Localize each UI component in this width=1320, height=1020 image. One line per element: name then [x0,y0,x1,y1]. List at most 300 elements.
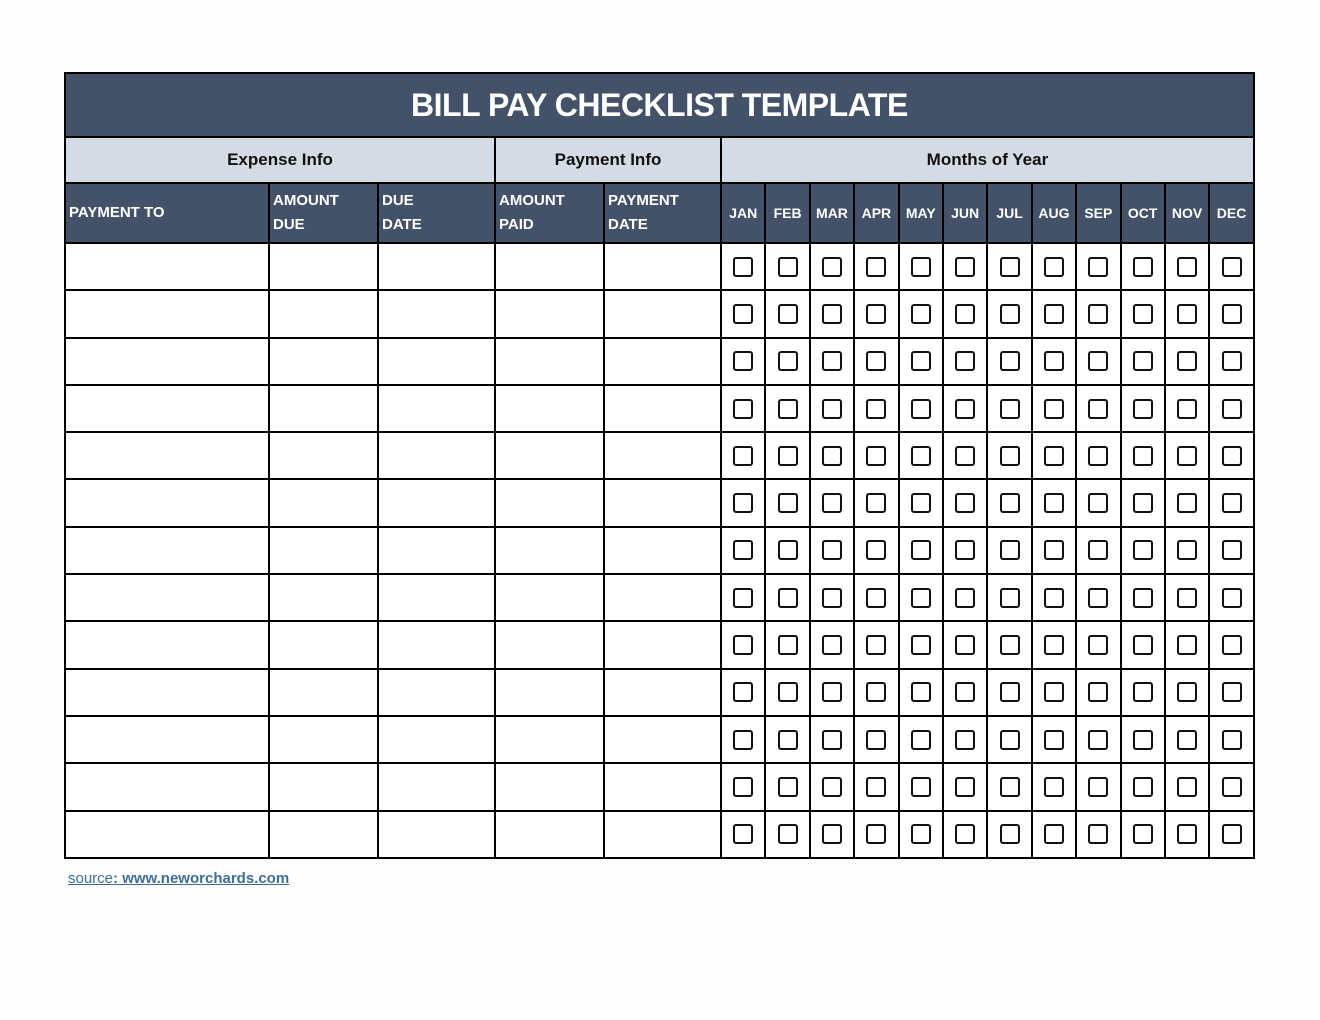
checkbox-icon[interactable] [1000,730,1020,750]
checkbox-icon[interactable] [955,635,975,655]
checkbox-icon[interactable] [1133,588,1153,608]
cell-payment-to[interactable] [65,716,269,763]
checkbox-icon[interactable] [1222,446,1242,466]
checkbox-icon[interactable] [822,777,842,797]
checkbox-icon[interactable] [955,540,975,560]
cell-payment-date[interactable] [604,479,721,526]
checkbox-icon[interactable] [1133,304,1153,324]
cell-month-jun [943,574,987,621]
cell-month-dec [1209,763,1254,810]
cell-payment-date[interactable] [604,432,721,479]
cell-amount-due[interactable] [269,716,378,763]
cell-payment-to[interactable] [65,338,269,385]
checkbox-icon[interactable] [1177,635,1197,655]
checkbox-icon[interactable] [822,682,842,702]
checkbox-icon[interactable] [1044,493,1064,513]
cell-due-date[interactable] [378,338,495,385]
checkbox-icon[interactable] [1133,777,1153,797]
checkbox-icon[interactable] [1177,777,1197,797]
checkbox-icon[interactable] [778,493,798,513]
cell-payment-to[interactable] [65,243,269,290]
checkbox-icon[interactable] [955,493,975,513]
col-header-may: MAY [899,183,943,243]
cell-payment-to[interactable] [65,574,269,621]
checkbox-icon[interactable] [955,304,975,324]
cell-payment-date[interactable] [604,669,721,716]
checkbox-icon[interactable] [1133,399,1153,419]
checkbox-icon[interactable] [911,588,931,608]
checkbox-icon[interactable] [822,588,842,608]
checkbox-icon[interactable] [822,824,842,844]
checkbox-icon[interactable] [1044,446,1064,466]
cell-month-sep [1076,290,1120,337]
cell-amount-due[interactable] [269,338,378,385]
cell-month-feb [765,621,809,668]
checkbox-icon[interactable] [911,682,931,702]
checkbox-icon[interactable] [1000,446,1020,466]
checkbox-icon[interactable] [1177,730,1197,750]
cell-due-date[interactable] [378,574,495,621]
checkbox-icon[interactable] [1133,493,1153,513]
cell-month-may [899,385,943,432]
cell-payment-date[interactable] [604,811,721,858]
checkbox-icon[interactable] [1222,493,1242,513]
checkbox-icon[interactable] [866,304,886,324]
checkbox-icon[interactable] [1177,540,1197,560]
checkbox-icon[interactable] [911,351,931,371]
table-row [65,621,1254,668]
checkbox-icon[interactable] [1222,540,1242,560]
cell-payment-date[interactable] [604,338,721,385]
checkbox-icon[interactable] [1044,588,1064,608]
checkbox-icon[interactable] [911,304,931,324]
cell-month-mar [810,621,854,668]
checkbox-icon[interactable] [955,824,975,844]
cell-payment-to[interactable] [65,527,269,574]
checkbox-icon[interactable] [1000,351,1020,371]
cell-due-date[interactable] [378,763,495,810]
checkbox-icon[interactable] [1044,824,1064,844]
checkbox-icon[interactable] [822,351,842,371]
cell-month-jun [943,763,987,810]
cell-month-feb [765,574,809,621]
cell-month-mar [810,669,854,716]
cell-month-apr [854,290,898,337]
cell-month-sep [1076,338,1120,385]
cell-month-oct [1121,527,1165,574]
checkbox-icon[interactable] [1133,446,1153,466]
checkbox-icon[interactable] [866,540,886,560]
checkbox-icon[interactable] [778,446,798,466]
cell-payment-to[interactable] [65,290,269,337]
cell-month-jul [987,669,1031,716]
cell-payment-to[interactable] [65,763,269,810]
checkbox-icon[interactable] [1000,588,1020,608]
cell-payment-to[interactable] [65,621,269,668]
checkbox-icon[interactable] [955,588,975,608]
cell-due-date[interactable] [378,621,495,668]
checkbox-icon[interactable] [1000,824,1020,844]
cell-month-jan [721,479,765,526]
checkbox-icon[interactable] [822,257,842,277]
checkbox-icon[interactable] [955,777,975,797]
checkbox-icon[interactable] [778,588,798,608]
cell-payment-to[interactable] [65,385,269,432]
cell-month-mar [810,432,854,479]
checkbox-icon[interactable] [1177,351,1197,371]
cell-month-mar [810,527,854,574]
checkbox-icon[interactable] [822,446,842,466]
cell-month-nov [1165,338,1209,385]
checkbox-icon[interactable] [955,399,975,419]
cell-due-date[interactable] [378,290,495,337]
checkbox-icon[interactable] [1088,730,1108,750]
checkbox-icon[interactable] [911,635,931,655]
checkbox-icon[interactable] [866,682,886,702]
cell-month-apr [854,716,898,763]
checkbox-icon[interactable] [1222,777,1242,797]
cell-month-oct [1121,574,1165,621]
checkbox-icon[interactable] [866,351,886,371]
checkbox-icon[interactable] [733,540,753,560]
checkbox-icon[interactable] [1000,304,1020,324]
cell-month-dec [1209,432,1254,479]
checkbox-icon[interactable] [733,257,753,277]
cell-amount-due[interactable] [269,574,378,621]
cell-month-may [899,716,943,763]
cell-month-sep [1076,479,1120,526]
cell-month-oct [1121,479,1165,526]
col-header-jan: JAN [721,183,765,243]
cell-payment-to[interactable] [65,432,269,479]
checkbox-icon[interactable] [778,257,798,277]
checkbox-icon[interactable] [1222,635,1242,655]
checkbox-icon[interactable] [866,777,886,797]
cell-payment-to[interactable] [65,669,269,716]
checkbox-icon[interactable] [955,351,975,371]
col-label: AMOUNT [499,192,565,209]
checkbox-icon[interactable] [866,493,886,513]
cell-month-jun [943,669,987,716]
cell-month-mar [810,290,854,337]
checkbox-icon[interactable] [822,493,842,513]
cell-payment-date[interactable] [604,716,721,763]
checkbox-icon[interactable] [1133,682,1153,702]
checkbox-icon[interactable] [733,635,753,655]
checkbox-icon[interactable] [778,730,798,750]
checkbox-icon[interactable] [866,446,886,466]
checkbox-icon[interactable] [733,399,753,419]
cell-month-nov [1165,243,1209,290]
cell-payment-date[interactable] [604,763,721,810]
cell-payment-date[interactable] [604,243,721,290]
checkbox-icon[interactable] [1133,257,1153,277]
source-link[interactable] [68,870,289,887]
cell-month-oct [1121,763,1165,810]
cell-amount-paid[interactable] [495,243,604,290]
cell-month-may [899,479,943,526]
cell-month-apr [854,811,898,858]
checkbox-icon[interactable] [1222,399,1242,419]
checkbox-icon[interactable] [1088,446,1108,466]
checkbox-icon[interactable] [1133,635,1153,655]
cell-amount-due[interactable] [269,479,378,526]
checkbox-icon[interactable] [1088,540,1108,560]
checkbox-icon[interactable] [1177,399,1197,419]
cell-payment-to[interactable] [65,811,269,858]
cell-month-aug [1032,716,1076,763]
cell-payment-date[interactable] [604,621,721,668]
checkbox-icon[interactable] [778,635,798,655]
table-row [65,479,1254,526]
cell-amount-due[interactable] [269,669,378,716]
checkbox-icon[interactable] [1088,588,1108,608]
checkbox-icon[interactable] [1088,777,1108,797]
col-header-oct: OCT [1121,183,1165,243]
cell-payment-date[interactable] [604,574,721,621]
checkbox-icon[interactable] [1000,399,1020,419]
cell-amount-due[interactable] [269,763,378,810]
cell-month-jul [987,290,1031,337]
cell-month-feb [765,763,809,810]
checkbox-icon[interactable] [822,399,842,419]
cell-month-feb [765,479,809,526]
cell-month-dec [1209,385,1254,432]
cell-amount-due[interactable] [269,811,378,858]
cell-amount-paid[interactable] [495,290,604,337]
checkbox-icon[interactable] [822,635,842,655]
checkbox-icon[interactable] [1177,824,1197,844]
cell-amount-paid[interactable] [495,621,604,668]
cell-payment-date[interactable] [604,385,721,432]
cell-month-aug [1032,432,1076,479]
col-label: DATE [608,216,648,233]
checkbox-icon[interactable] [822,540,842,560]
cell-amount-paid[interactable] [495,385,604,432]
checkbox-icon[interactable] [733,493,753,513]
cell-payment-date[interactable] [604,290,721,337]
cell-due-date[interactable] [378,811,495,858]
checkbox-icon[interactable] [1088,682,1108,702]
checkbox-icon[interactable] [911,824,931,844]
cell-month-oct [1121,669,1165,716]
checkbox-icon[interactable] [733,730,753,750]
checkbox-icon[interactable] [1044,635,1064,655]
checkbox-icon[interactable] [911,399,931,419]
section-months-of-year: Months of Year [721,137,1254,183]
cell-month-mar [810,811,854,858]
checkbox-icon[interactable] [1000,257,1020,277]
checkbox-icon[interactable] [778,824,798,844]
checkbox-icon[interactable] [955,730,975,750]
checkbox-icon[interactable] [1222,351,1242,371]
checkbox-icon[interactable] [955,257,975,277]
checkbox-icon[interactable] [1177,493,1197,513]
checkbox-icon[interactable] [1000,682,1020,702]
checkbox-icon[interactable] [1088,824,1108,844]
checkbox-icon[interactable] [1133,540,1153,560]
cell-amount-paid[interactable] [495,716,604,763]
cell-due-date[interactable] [378,479,495,526]
cell-month-oct [1121,716,1165,763]
checkbox-icon[interactable] [1177,588,1197,608]
checkbox-icon[interactable] [1177,682,1197,702]
checkbox-icon[interactable] [1000,540,1020,560]
cell-payment-to[interactable] [65,479,269,526]
cell-month-aug [1032,669,1076,716]
checkbox-icon[interactable] [733,304,753,324]
checkbox-icon[interactable] [778,351,798,371]
cell-month-jun [943,479,987,526]
cell-amount-due[interactable] [269,621,378,668]
cell-month-dec [1209,621,1254,668]
checkbox-icon[interactable] [778,304,798,324]
section-expense-info: Expense Info [65,137,495,183]
checkbox-icon[interactable] [778,540,798,560]
cell-amount-paid[interactable] [495,763,604,810]
cell-due-date[interactable] [378,385,495,432]
col-label: DATE [382,216,422,233]
checkbox-icon[interactable] [733,682,753,702]
cell-due-date[interactable] [378,716,495,763]
cell-amount-due[interactable] [269,243,378,290]
table-row [65,243,1254,290]
checkbox-icon[interactable] [1222,730,1242,750]
checkbox-icon[interactable] [733,588,753,608]
checkbox-icon[interactable] [911,446,931,466]
cell-amount-paid[interactable] [495,479,604,526]
table-row [65,716,1254,763]
cell-month-jan [721,574,765,621]
col-header-jul: JUL [987,183,1031,243]
checkbox-icon[interactable] [1044,257,1064,277]
cell-amount-paid[interactable] [495,338,604,385]
checkbox-icon[interactable] [911,777,931,797]
checkbox-icon[interactable] [1222,588,1242,608]
cell-amount-due[interactable] [269,527,378,574]
cell-month-may [899,574,943,621]
checkbox-icon[interactable] [1088,493,1108,513]
checkbox-icon[interactable] [1177,257,1197,277]
cell-due-date[interactable] [378,527,495,574]
checkbox-icon[interactable] [1222,257,1242,277]
checkbox-icon[interactable] [1177,446,1197,466]
checkbox-icon[interactable] [1044,540,1064,560]
checkbox-icon[interactable] [1133,824,1153,844]
cell-month-feb [765,338,809,385]
checkbox-icon[interactable] [911,730,931,750]
cell-month-aug [1032,338,1076,385]
cell-month-sep [1076,527,1120,574]
cell-amount-paid[interactable] [495,811,604,858]
cell-month-dec [1209,479,1254,526]
checkbox-icon[interactable] [1222,824,1242,844]
cell-month-jun [943,811,987,858]
checkbox-icon[interactable] [1000,493,1020,513]
checkbox-icon[interactable] [1000,777,1020,797]
checkbox-icon[interactable] [955,682,975,702]
checkbox-icon[interactable] [866,730,886,750]
checkbox-icon[interactable] [733,824,753,844]
cell-due-date[interactable] [378,432,495,479]
cell-due-date[interactable] [378,243,495,290]
checkbox-icon[interactable] [955,446,975,466]
cell-month-nov [1165,716,1209,763]
checkbox-icon[interactable] [911,540,931,560]
checkbox-icon[interactable] [822,304,842,324]
checkbox-icon[interactable] [866,635,886,655]
checkbox-icon[interactable] [822,730,842,750]
cell-amount-paid[interactable] [495,574,604,621]
checkbox-icon[interactable] [778,399,798,419]
cell-month-jul [987,716,1031,763]
checkbox-icon[interactable] [1088,399,1108,419]
checkbox-icon[interactable] [1177,304,1197,324]
cell-payment-date[interactable] [604,527,721,574]
cell-month-jan [721,621,765,668]
cell-month-dec [1209,527,1254,574]
cell-due-date[interactable] [378,669,495,716]
cell-amount-paid[interactable] [495,527,604,574]
checkbox-icon[interactable] [733,446,753,466]
checkbox-icon[interactable] [911,257,931,277]
checkbox-icon[interactable] [1088,304,1108,324]
cell-amount-due[interactable] [269,385,378,432]
col-label: PAID [499,216,534,233]
checkbox-icon[interactable] [1000,635,1020,655]
checkbox-icon[interactable] [733,351,753,371]
checkbox-icon[interactable] [1133,351,1153,371]
cell-month-feb [765,290,809,337]
cell-month-aug [1032,574,1076,621]
table-row [65,338,1254,385]
table-row [65,811,1254,858]
cell-month-nov [1165,385,1209,432]
checkbox-icon[interactable] [1088,351,1108,371]
checkbox-icon[interactable] [1044,777,1064,797]
cell-amount-due[interactable] [269,290,378,337]
checkbox-icon[interactable] [1044,682,1064,702]
checkbox-icon[interactable] [866,588,886,608]
cell-amount-due[interactable] [269,432,378,479]
checkbox-icon[interactable] [1044,399,1064,419]
checkbox-icon[interactable] [1044,304,1064,324]
checkbox-icon[interactable] [1044,351,1064,371]
checkbox-icon[interactable] [1044,730,1064,750]
checkbox-icon[interactable] [866,824,886,844]
cell-month-jan [721,763,765,810]
checkbox-icon[interactable] [778,777,798,797]
col-header-sep: SEP [1076,183,1120,243]
cell-amount-paid[interactable] [495,432,604,479]
cell-amount-paid[interactable] [495,669,604,716]
cell-month-apr [854,527,898,574]
checkbox-icon[interactable] [1088,257,1108,277]
source-prefix: source [68,870,114,887]
cell-month-sep [1076,243,1120,290]
col-header-apr: APR [854,183,898,243]
checkbox-icon[interactable] [866,257,886,277]
checkbox-icon[interactable] [778,682,798,702]
checkbox-icon[interactable] [1133,730,1153,750]
checkbox-icon[interactable] [1088,635,1108,655]
checkbox-icon[interactable] [733,777,753,797]
cell-month-jul [987,574,1031,621]
checkbox-icon[interactable] [911,493,931,513]
checkbox-icon[interactable] [1222,304,1242,324]
checkbox-icon[interactable] [866,399,886,419]
checkbox-icon[interactable] [1222,682,1242,702]
